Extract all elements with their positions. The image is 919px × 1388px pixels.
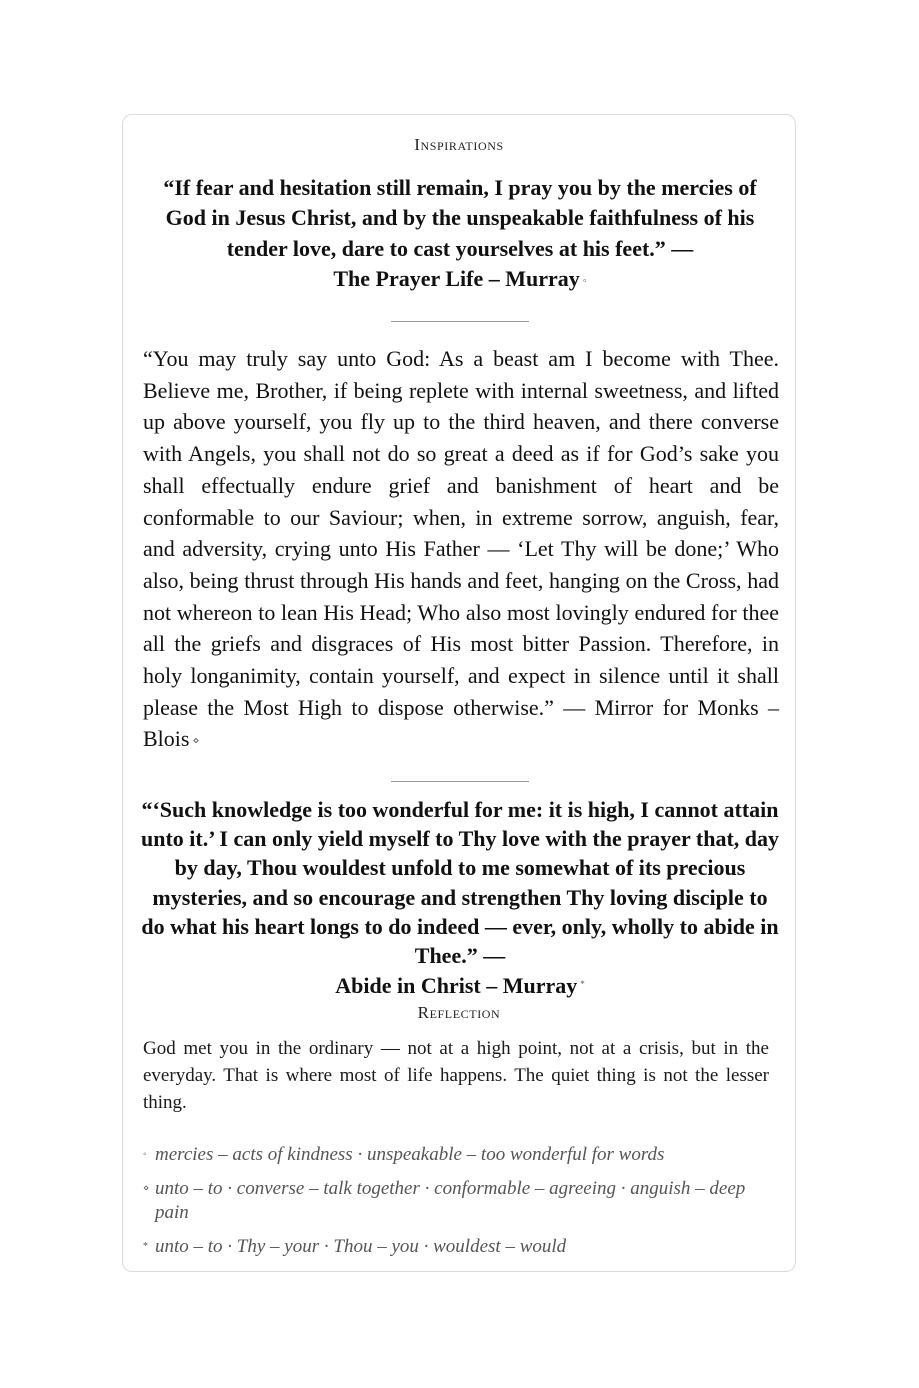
quote-source: Abide in Christ – Murray (335, 973, 578, 999)
footnote-marker-circle: ◦ (582, 274, 587, 287)
reflection-text: God met you in the ordinary — not at a high point, not at a crisis, but in the everyday. That is where most of life happens. The quiet thing is not the lesser thing. (143, 1038, 769, 1113)
quote-abide-in-christ (141, 795, 779, 1000)
quote-text: “‘Such knowledge is too wonderful for me: it is high, I cannot attain unto it.’ I can only yield myself to Thy love with the prayer that, day by day, Thou wouldest unfold to me somewhat of its precious mysteries, and so encourage and strengthen Thy loving disciple to do what his heart longs to do indeed — ever, only, wholly to abide in Thee.” — (141, 797, 780, 969)
glossary-marker: * (143, 1241, 148, 1252)
glossary-text: unto – to · converse – talk together · conformable – agreeing · anguish – deep pain (155, 1178, 746, 1223)
glossary-entry (143, 1143, 753, 1167)
divider (391, 781, 529, 782)
glossary-marker: ◦ (143, 1149, 147, 1160)
glossary-text: mercies – acts of kindness · unspeakable – too wonderful for words (155, 1144, 665, 1165)
glossary-marker: ⋄ (143, 1183, 150, 1194)
inspirations-card (122, 114, 796, 1272)
quote-text: “If fear and hesitation still remain, I pray you by the mercies of God in Jesus Christ, and by the unspeakable faithfulness of his tender love, dare to cast yourselves at his feet.” — (163, 175, 757, 261)
footnote-marker-diamond: ⋄ (192, 735, 200, 748)
glossary-entry (143, 1235, 753, 1259)
divider (391, 321, 529, 322)
quote-text: “You may truly say unto God: As a beast am I become with Thee. Believe me, Brother, if being replete with internal sweetness, and lifted up above yourself, you fly up to the third heaven, and there converse with Angels, you shall not do so great a deed as if for God’s sake you shall effectually endure grief and banishment of heart and be conformable to our Saviour; when, in extreme sorrow, anguish, fear, and adversity, crying unto His Father — ‘Let Thy will be done;’ Who also, being thrust through His hands and feet, hanging on the Cross, had not whereon to lean His Head; Who also most lovingly endured for thee all the griefs and disgraces of His most bitter Passion. Therefore, in holy longanimity, contain yourself, and expect in silence until it shall please the Most High to dispose otherwise.” — Mirror for Monks – Blois (143, 346, 779, 752)
glossary-entry (143, 1177, 753, 1225)
reflection-heading: Reflection (417, 1003, 501, 1022)
quote-prayer-life (141, 173, 779, 296)
quote-mirror-for-monks (143, 343, 779, 758)
footnote-marker-asterisk: * (580, 979, 585, 990)
glossary-text: unto – to · Thy – your · Thou – you · wouldest – would (155, 1236, 567, 1257)
inspirations-heading: Inspirations (414, 135, 504, 154)
quote-source: The Prayer Life – Murray (333, 265, 580, 291)
